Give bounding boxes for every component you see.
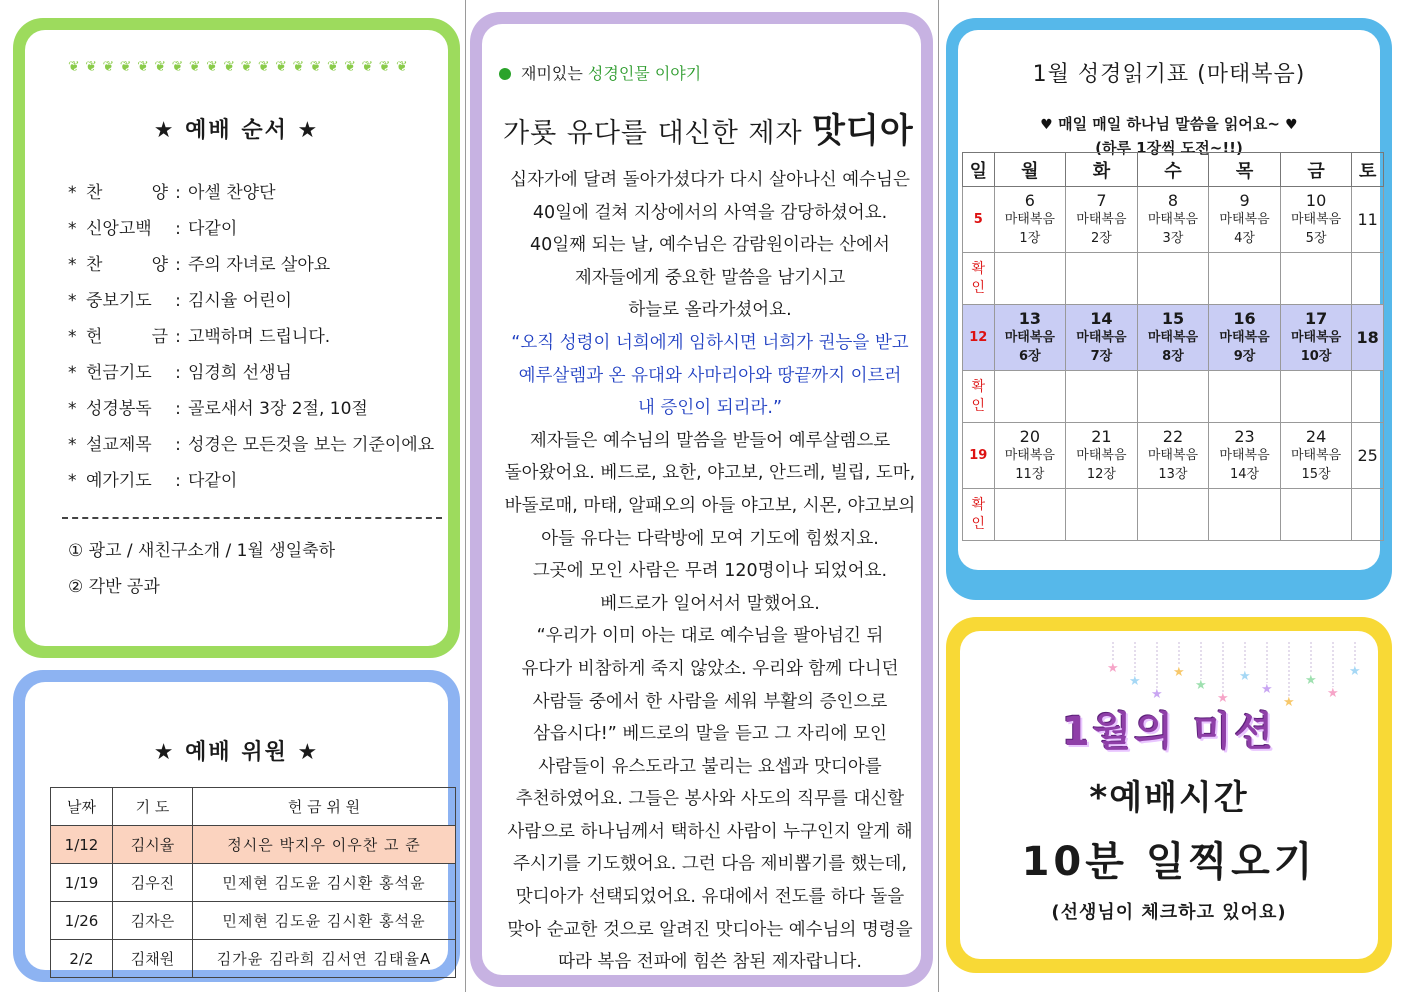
day-chapter: 9장 xyxy=(1233,349,1256,364)
sprout-icon: ❦ xyxy=(344,59,356,75)
day-book: 마태복음 xyxy=(1076,448,1127,463)
committee-date: 2/2 xyxy=(51,940,113,978)
weekday-header: 목 xyxy=(1209,153,1281,187)
notice-list xyxy=(68,533,335,605)
mission-card xyxy=(960,631,1378,959)
order-item-value: 아셀 찬양단 xyxy=(188,183,276,203)
check-row xyxy=(963,371,1384,423)
check-box[interactable] xyxy=(1209,371,1281,423)
colon: : xyxy=(175,399,181,419)
order-item-label-part: 헌 xyxy=(86,327,103,347)
sprout-icon: ❦ xyxy=(292,59,305,75)
star-icon: ★ xyxy=(1283,695,1295,710)
story-verse-line: 예루살렘과 온 유대와 사마리아와 땅끝까지 이르러 xyxy=(518,365,902,386)
day-chapter: 6장 xyxy=(1019,349,1041,364)
story-line: 40일에 걸쳐 지상에서의 사역을 감당하셨어요. xyxy=(532,202,888,223)
check-label-part: 확 xyxy=(971,496,986,513)
check-row xyxy=(963,253,1384,305)
order-item-label xyxy=(86,283,168,319)
order-item xyxy=(68,391,458,427)
story-line: 사람으로 하나님께서 택하신 사람이 누구인지 알게 해 xyxy=(507,821,913,842)
sprout-icon: ❦ xyxy=(154,59,167,75)
story-verse-line: 내 증인이 되리라.” xyxy=(637,398,783,419)
check-box[interactable] xyxy=(1066,489,1138,541)
order-item-label-part: 신앙고백 xyxy=(86,219,152,239)
worship-order-title: ★ 예배 순서 ★ xyxy=(153,118,320,143)
check-label-part: 인 xyxy=(971,515,986,532)
reading-day-cell xyxy=(994,305,1066,371)
check-label-part: 확 xyxy=(971,260,986,277)
order-item-label xyxy=(86,427,168,463)
order-item-label-part: 중보기도 xyxy=(86,291,152,311)
day-book: 마태복음 xyxy=(1290,330,1342,345)
order-item-label-part: 설교제목 xyxy=(86,435,152,455)
story-line: 주시기를 기도했어요. 그런 다음 제비뽑기를 했는데, xyxy=(513,854,907,875)
weekday-header: 토 xyxy=(1352,153,1384,187)
day-book: 마태복음 xyxy=(1290,212,1342,227)
day-number: 14 xyxy=(1090,309,1113,328)
heart-icon: ♥ xyxy=(1285,117,1298,133)
header-date: 날짜 xyxy=(51,788,113,826)
check-box[interactable] xyxy=(1066,371,1138,423)
order-item-label-part: 찬 xyxy=(86,255,103,275)
day-book: 마태복음 xyxy=(1147,448,1199,463)
weekday-header: 일 xyxy=(963,153,995,187)
green-dot-icon xyxy=(499,68,511,80)
sprout-icon: ❦ xyxy=(171,59,184,75)
order-item-value: 임경희 선생님 xyxy=(188,363,292,383)
committee-row xyxy=(51,902,456,940)
check-label xyxy=(963,371,995,423)
sprout-icon: ❦ xyxy=(309,59,322,75)
committee-date: 1/26 xyxy=(51,902,113,940)
fold-line-right xyxy=(938,0,939,992)
sprout-icon: ❦ xyxy=(257,59,270,75)
worship-committee-card xyxy=(25,682,448,970)
order-item xyxy=(68,283,458,319)
sprout-icon: ❦ xyxy=(85,59,97,75)
day-number: 20 xyxy=(1019,427,1041,446)
order-item xyxy=(68,319,458,355)
day-book: 마태복음 xyxy=(1004,330,1055,345)
order-item-value: 다같이 xyxy=(188,471,238,491)
sprout-icon: ❦ xyxy=(206,59,218,75)
star-icon: ★ xyxy=(1107,661,1119,676)
order-item-value: 김시율 어린이 xyxy=(188,291,292,311)
saturday-date: 25 xyxy=(1352,423,1384,489)
day-chapter: 15장 xyxy=(1301,467,1331,482)
order-item-label xyxy=(86,247,168,283)
day-book: 마태복음 xyxy=(1147,330,1199,345)
reading-subtitle xyxy=(961,113,1377,134)
story-verse-line: “오직 성령이 너희에게 임하시면 너희가 권능을 받고 xyxy=(511,332,909,353)
sprout-icon: ❦ xyxy=(275,59,287,75)
story-line: 베드로가 일어서서 말했어요. xyxy=(600,593,820,614)
story-line: 40일째 되는 날, 예수님은 감람원이라는 산에서 xyxy=(530,235,890,256)
order-item xyxy=(68,463,458,499)
colon: : xyxy=(175,435,181,455)
day-number: 15 xyxy=(1161,309,1185,328)
check-row xyxy=(963,489,1384,541)
check-label xyxy=(963,253,995,305)
check-box[interactable] xyxy=(1280,489,1352,541)
day-number: 13 xyxy=(1018,309,1041,328)
worship-committee-panel xyxy=(13,670,460,982)
mission-come-early: 10분 일찍오기 xyxy=(1021,839,1317,885)
bullet-icon: * xyxy=(68,327,77,347)
colon: : xyxy=(175,471,181,491)
story-line: 맞아 순교한 것으로 알려진 맛디아는 예수님의 명령을 xyxy=(507,919,913,940)
sunday-date: 12 xyxy=(963,305,995,371)
story-panel xyxy=(470,12,933,987)
day-number: 7 xyxy=(1096,191,1107,210)
mission-panel xyxy=(946,617,1392,973)
sunday-date: 19 xyxy=(963,423,995,489)
sprout-icon: ❦ xyxy=(68,59,80,75)
day-chapter: 8장 xyxy=(1162,349,1184,364)
story-line: “우리가 이미 아는 대로 예수님을 팔아넘긴 뒤 xyxy=(536,626,884,647)
story-line: 돌아왔어요. 베드로, 요한, 야고보, 안드레, 빌립, 도마, xyxy=(504,463,916,484)
committee-row xyxy=(51,940,456,978)
bullet-icon: * xyxy=(68,183,77,203)
story-line: 유다가 비참하게 죽지 않았소. 우리와 함께 다니던 xyxy=(521,658,899,679)
story-body xyxy=(497,164,923,979)
day-number: 22 xyxy=(1162,427,1184,446)
colon: : xyxy=(175,255,181,275)
day-chapter: 3장 xyxy=(1162,231,1184,246)
worship-order-card xyxy=(25,30,448,646)
story-title xyxy=(503,103,914,152)
day-chapter: 1장 xyxy=(1019,231,1041,246)
bullet-icon: * xyxy=(68,363,77,383)
sprout-icon: ❦ xyxy=(396,59,408,75)
order-item-value: 다같이 xyxy=(188,219,238,239)
check-box[interactable] xyxy=(1209,253,1281,305)
story-line: 아들 유다는 다락방에 모여 기도에 힘썼지요. xyxy=(541,528,879,549)
check-box[interactable] xyxy=(994,371,1066,423)
reading-day-cell xyxy=(1137,305,1209,371)
story-card xyxy=(482,24,921,975)
reading-calendar xyxy=(962,152,1384,541)
worship-order-list xyxy=(68,175,458,499)
check-box[interactable] xyxy=(1280,253,1352,305)
day-chapter: 14장 xyxy=(1229,467,1260,482)
notice-item: ② 각반 공과 xyxy=(68,577,160,597)
day-book: 마태복음 xyxy=(1290,448,1342,463)
committee-prayer: 김우진 xyxy=(113,864,193,902)
committee-prayer: 김시율 xyxy=(113,826,193,864)
reading-day-cell xyxy=(994,187,1066,253)
reading-title: 1월 성경읽기표 (마태복음) xyxy=(1032,62,1306,87)
story-line: 사람들이 유스도라고 불리는 요셉과 맛디아를 xyxy=(538,756,882,777)
reading-day-cell xyxy=(1280,423,1352,489)
reading-day-cell xyxy=(1066,305,1138,371)
committee-date: 1/19 xyxy=(51,864,113,902)
committee-offering: 정시은 박지우 이우찬 고 준 xyxy=(193,826,456,864)
mission-title: 1월의 미션 xyxy=(1061,709,1277,755)
reading-day-cell xyxy=(1280,187,1352,253)
day-chapter: 12장 xyxy=(1086,467,1116,482)
day-chapter: 10장 xyxy=(1300,349,1332,364)
check-box[interactable] xyxy=(994,253,1066,305)
star-icon: ★ xyxy=(1305,673,1317,688)
day-book: 마태복음 xyxy=(1219,212,1270,227)
weekday-header: 화 xyxy=(1066,153,1138,187)
order-item-label-part: 성경봉독 xyxy=(86,399,152,419)
story-title-name: 맛디아 xyxy=(812,111,914,151)
week-row xyxy=(963,423,1384,489)
committee-date: 1/12 xyxy=(51,826,113,864)
day-chapter: 2장 xyxy=(1090,231,1112,246)
day-number: 10 xyxy=(1305,191,1327,210)
day-number: 8 xyxy=(1167,191,1179,210)
order-item xyxy=(68,427,458,463)
day-book: 마태복음 xyxy=(1004,212,1055,227)
star-icon: ★ xyxy=(1129,674,1141,689)
star-icon: ★ xyxy=(1195,678,1207,693)
day-number: 21 xyxy=(1091,427,1112,446)
story-line: 제자들에게 중요한 말씀을 남기시고 xyxy=(574,267,846,288)
check-label-part: 인 xyxy=(971,397,986,414)
header-prayer: 기 도 xyxy=(113,788,193,826)
day-chapter: 7장 xyxy=(1090,349,1113,364)
reading-day-cell xyxy=(1209,305,1281,371)
story-line: 바돌로매, 마태, 알패오의 아들 야고보, 시몬, 야고보의 xyxy=(504,495,916,516)
sunday-date: 5 xyxy=(963,187,995,253)
day-book: 마태복음 xyxy=(1219,330,1270,345)
day-number: 9 xyxy=(1239,191,1250,210)
sprout-icon: ❦ xyxy=(102,59,115,75)
sprout-icon: ❦ xyxy=(223,59,236,75)
reading-day-cell xyxy=(994,423,1066,489)
star-icon: ★ xyxy=(1327,686,1339,701)
order-item-label xyxy=(86,463,168,499)
bible-reading-panel xyxy=(946,18,1392,600)
colon: : xyxy=(175,291,181,311)
sprout-icon: ❦ xyxy=(361,59,374,75)
committee-table xyxy=(50,787,456,978)
order-item-label-part: 헌금기도 xyxy=(86,363,152,383)
committee-offering: 민제현 김도윤 김시환 홍석윤 xyxy=(193,902,456,940)
order-item-label xyxy=(86,355,168,391)
order-item xyxy=(68,355,458,391)
day-number: 17 xyxy=(1304,309,1328,328)
worship-order-panel xyxy=(13,18,460,658)
worship-committee-title: ★ 예배 위원 ★ xyxy=(153,740,320,765)
mission-worship-time: *예배시간 xyxy=(1089,778,1249,818)
check-label-part: 인 xyxy=(971,279,986,296)
check-box[interactable] xyxy=(994,489,1066,541)
order-item-value: 골로새서 3장 2절, 10절 xyxy=(188,399,368,419)
reading-day-cell xyxy=(1209,423,1281,489)
reading-day-cell xyxy=(1209,187,1281,253)
star-icon: ★ xyxy=(1349,664,1361,679)
day-chapter: 13장 xyxy=(1158,467,1188,482)
colon: : xyxy=(175,183,181,203)
check-box[interactable] xyxy=(1209,489,1281,541)
committee-offering: 김가윤 김라희 김서연 김태율A xyxy=(193,940,456,978)
day-book: 마태복음 xyxy=(1076,330,1127,345)
order-item-label-part: 예가기도 xyxy=(86,471,152,491)
order-item-label-part: 찬 xyxy=(86,183,103,203)
check-box[interactable] xyxy=(1137,371,1209,423)
colon: : xyxy=(175,327,181,347)
bullet-icon: * xyxy=(68,219,77,239)
order-item xyxy=(68,211,458,247)
story-line: 삼읍시다!” 베드로의 말을 듣고 그 자리에 모인 xyxy=(533,724,887,745)
bullet-icon: * xyxy=(68,435,77,455)
weekday-row xyxy=(963,153,1384,187)
committee-header-row xyxy=(51,788,456,826)
committee-offering: 민제현 김도윤 김시환 홍석윤 xyxy=(193,864,456,902)
colon: : xyxy=(175,219,181,239)
story-line: 제자들은 예수님의 말씀을 받들어 예루살렘으로 xyxy=(529,430,891,451)
story-line: 사람들 중에서 한 사람을 세워 부활의 증인으로 xyxy=(532,691,888,712)
star-icon: ★ xyxy=(1261,682,1273,697)
order-item-value: 고백하며 드립니다. xyxy=(188,327,331,347)
check-box[interactable] xyxy=(1137,253,1209,305)
bullet-icon: * xyxy=(68,399,77,419)
reading-challenge: (하루 1장씩 도전~!!) xyxy=(1095,139,1243,157)
story-line: 따라 복음 전파에 힘쓴 참된 제자랍니다. xyxy=(558,952,862,973)
bullet-icon: * xyxy=(68,255,77,275)
order-item-value: 성경은 모든것을 보는 기준이에요 xyxy=(188,435,435,455)
heart-icon: ♥ xyxy=(1040,117,1053,133)
reading-day-cell xyxy=(1066,187,1138,253)
story-line: 추천하였어요. 그들은 봉사와 사도의 직무를 대신할 xyxy=(515,789,905,810)
star-icon: ★ xyxy=(1173,665,1185,680)
story-kicker-plain: 재미있는 xyxy=(521,64,588,83)
reading-day-cell xyxy=(1137,423,1209,489)
story-title-plain: 가룟 유다를 대신한 제자 xyxy=(503,118,813,149)
order-item-label xyxy=(86,319,168,355)
check-box-saturday xyxy=(1352,253,1384,305)
sprout-icon: ❦ xyxy=(378,59,391,75)
sprout-icon: ❦ xyxy=(188,59,201,75)
order-item xyxy=(68,175,458,211)
reading-day-cell xyxy=(1137,187,1209,253)
story-line: 그곳에 모인 사람은 무려 120명이나 되었어요. xyxy=(532,561,888,582)
bullet-icon: * xyxy=(68,291,77,311)
star-icon: ★ xyxy=(1217,691,1229,706)
order-item-label-part: 양 xyxy=(151,183,168,203)
saturday-date: 11 xyxy=(1352,187,1384,253)
order-item-label xyxy=(86,211,168,247)
order-divider xyxy=(62,517,442,519)
saturday-date: 18 xyxy=(1352,305,1384,371)
story-line: 하늘로 올라가셨어요. xyxy=(628,300,792,321)
committee-prayer: 김채원 xyxy=(113,940,193,978)
reading-subtitle-text: 매일 매일 하나님 말씀을 읽어요~ xyxy=(1058,115,1280,133)
bullet-icon: * xyxy=(68,471,77,491)
day-book: 마태복음 xyxy=(1147,212,1199,227)
story-line: 십자가에 달려 돌아가셨다가 다시 살아나신 예수님은 xyxy=(510,170,910,190)
star-icon: ★ xyxy=(1239,669,1251,684)
day-number: 16 xyxy=(1233,309,1256,328)
order-item-label xyxy=(86,391,168,427)
weekday-header: 수 xyxy=(1137,153,1209,187)
committee-row xyxy=(51,864,456,902)
day-book: 마태복음 xyxy=(1219,448,1270,463)
day-chapter: 11장 xyxy=(1015,467,1045,482)
order-item-label xyxy=(86,175,168,211)
header-offering: 헌 금 위 원 xyxy=(193,788,456,826)
check-box[interactable] xyxy=(1280,371,1352,423)
day-number: 23 xyxy=(1234,427,1255,446)
check-box[interactable] xyxy=(1137,489,1209,541)
weekday-header: 금 xyxy=(1280,153,1352,187)
day-number: 24 xyxy=(1305,427,1327,446)
sprout-border xyxy=(68,55,408,79)
week-row xyxy=(963,187,1384,253)
check-box-saturday xyxy=(1352,371,1384,423)
mission-note: (선생님이 체크하고 있어요) xyxy=(1051,902,1287,923)
day-book: 마태복음 xyxy=(1076,212,1127,227)
committee-row xyxy=(51,826,456,864)
order-item-value: 주의 자녀로 살아요 xyxy=(188,255,331,275)
story-line: 맛디아가 선택되었어요. 유대에서 전도를 하다 돌을 xyxy=(515,887,905,908)
colon: : xyxy=(175,363,181,383)
reading-day-cell xyxy=(1066,423,1138,489)
check-label-part: 확 xyxy=(971,378,986,395)
fold-line-left xyxy=(465,0,466,992)
order-item xyxy=(68,247,458,283)
notice-item: ① 광고 / 새친구소개 / 1월 생일축하 xyxy=(68,541,335,561)
committee-prayer: 김자은 xyxy=(113,902,193,940)
reading-day-cell xyxy=(1280,305,1352,371)
star-icon: ★ xyxy=(1151,687,1163,702)
sprout-icon: ❦ xyxy=(326,59,339,75)
check-label xyxy=(963,489,995,541)
story-kicker xyxy=(499,61,701,84)
day-book: 마태복음 xyxy=(1004,448,1055,463)
check-box-saturday xyxy=(1352,489,1384,541)
check-box[interactable] xyxy=(1066,253,1138,305)
order-item-label-part: 양 xyxy=(151,255,168,275)
sprout-icon: ❦ xyxy=(137,59,149,75)
sprout-icon: ❦ xyxy=(119,59,132,75)
sprout-icon: ❦ xyxy=(240,59,253,75)
day-chapter: 5장 xyxy=(1305,231,1327,246)
story-kicker-accent: 성경인물 이야기 xyxy=(587,64,702,83)
day-chapter: 4장 xyxy=(1234,231,1255,246)
week-row xyxy=(963,305,1384,371)
order-item-label-part: 금 xyxy=(151,327,168,347)
day-number: 6 xyxy=(1024,191,1035,210)
weekday-header: 월 xyxy=(994,153,1066,187)
